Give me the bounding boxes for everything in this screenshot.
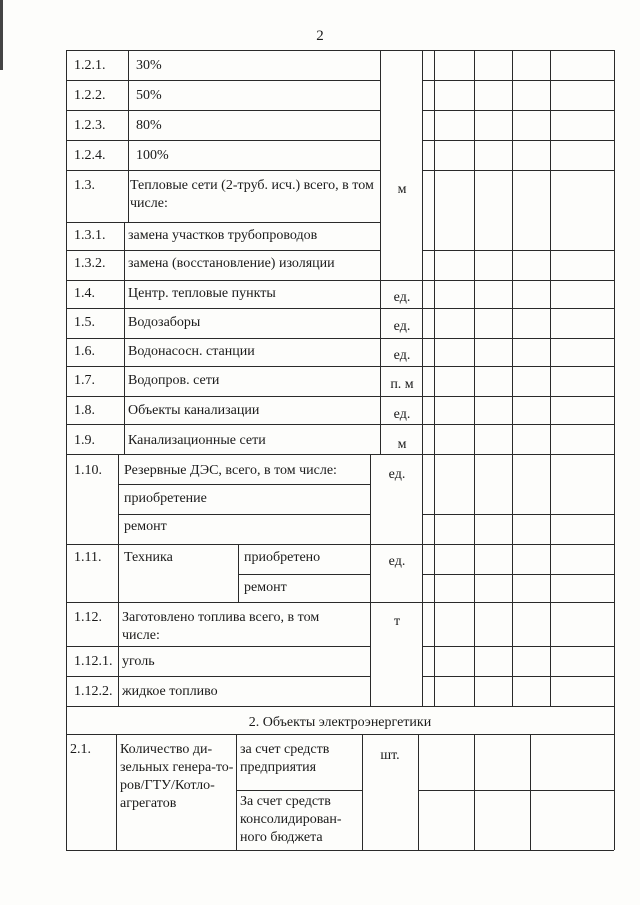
row-unit: м [397, 437, 407, 452]
row-sub-label: приобретено [244, 550, 321, 565]
table-grid-column [512, 50, 513, 706]
table-rule [422, 646, 614, 647]
row-number: 1.6. [74, 344, 95, 359]
table-rule [236, 790, 362, 791]
row-name: жидкое топливо [122, 684, 218, 699]
table-grid-column [474, 50, 475, 706]
row-name: Тепловые сети (2-труб. исч.) всего, в том числе: [130, 178, 374, 211]
row-name: приобретение [124, 491, 207, 506]
section2-sub-label: за счет средств предприятия [240, 742, 330, 775]
row-number: 1.8. [74, 403, 95, 418]
row-number: 1.5. [74, 315, 95, 330]
table-rule [422, 110, 614, 111]
row-unit: ед. [393, 348, 411, 363]
page-number: 2 [316, 28, 324, 44]
row-name: Резервные ДЭС, всего, в том числе: [124, 463, 337, 478]
row-name: 100% [136, 148, 169, 163]
section2-row-name: Количество ди-зельных генера-то-ров/ГТУ/Котло-агрегатов [120, 742, 234, 811]
table-rule [66, 308, 614, 309]
table-rule [118, 454, 119, 706]
row-name: 30% [136, 58, 162, 73]
table-grid-column [474, 734, 475, 850]
section2-row-unit: шт. [380, 748, 400, 763]
table-rule [238, 544, 239, 602]
table-rule [66, 424, 614, 425]
table-rule [66, 222, 380, 223]
table-rule [116, 734, 117, 850]
table-rule [236, 734, 237, 850]
row-number: 1.2.3. [74, 118, 106, 133]
table-rule [66, 338, 614, 339]
table-rule [422, 170, 614, 171]
row-number: 1.3.1. [74, 228, 106, 243]
table-bottom-border [66, 850, 614, 851]
row-name: ремонт [124, 519, 167, 534]
table-rule [418, 734, 419, 850]
row-number: 1.11. [74, 550, 102, 565]
row-number: 1.3. [74, 178, 95, 193]
table-top-border [66, 50, 614, 51]
row-name: Заготовлено топлива всего, в том числе: [122, 610, 320, 643]
row-name: 80% [136, 118, 162, 133]
table-rule [118, 514, 370, 515]
section2-sub-label: За счет средств консолидирован-ного бюджета [240, 794, 342, 845]
row-name: Центр. тепловые пункты [128, 286, 276, 301]
row-sub-label: ремонт [244, 580, 287, 595]
row-number: 1.9. [74, 433, 95, 448]
table-grid-column [550, 50, 551, 706]
table-rule [124, 222, 125, 454]
row-name: 50% [136, 88, 162, 103]
row-number: 1.12.1. [74, 654, 113, 669]
row-number: 1.2.1. [74, 58, 106, 73]
row-unit: ед. [393, 407, 411, 422]
table-rule [238, 574, 370, 575]
row-name: замена (восстановление) изоляции [128, 256, 335, 271]
row-unit: т [393, 614, 401, 629]
section2-top-rule [66, 706, 614, 707]
table-rule [422, 80, 614, 81]
table-rule [422, 676, 614, 677]
table-rule [66, 366, 614, 367]
row-number: 1.10. [74, 463, 102, 478]
table-rule [118, 484, 370, 485]
row-number: 1.7. [74, 373, 95, 388]
table-rule [128, 50, 129, 222]
row-number: 1.2.2. [74, 88, 106, 103]
row-unit: ед. [388, 554, 406, 569]
row-name: замена участков трубопроводов [128, 228, 318, 243]
row-number: 1.2.4. [74, 148, 106, 163]
table-rule [370, 454, 371, 706]
row-name: Водопров. сети [128, 373, 220, 388]
table-rule [422, 250, 614, 251]
row-number: 1.12.2. [74, 684, 113, 699]
row-name: Объекты канализации [128, 403, 260, 418]
table-rule [422, 514, 614, 515]
table-rule [66, 602, 614, 603]
table-rule [422, 574, 614, 575]
section2-bottom-rule [66, 734, 614, 735]
table-rule [66, 250, 380, 251]
row-unit: ед. [393, 290, 411, 305]
row-unit: ед. [393, 319, 411, 334]
row-number: 1.4. [74, 286, 95, 301]
table-grid-column [434, 50, 435, 706]
table-rule [66, 396, 614, 397]
table-rule [66, 646, 370, 647]
row-unit: ед. [388, 467, 406, 482]
table-rule [66, 110, 380, 111]
table-rule [66, 170, 380, 171]
row-unit: п. м [390, 377, 414, 392]
table-rule [66, 454, 614, 455]
row-unit: м [397, 182, 407, 197]
row-name: Водонасосн. станции [128, 344, 255, 359]
table-rule [422, 50, 423, 706]
section2-row-number: 2.1. [70, 742, 91, 757]
row-name: Водозаборы [128, 315, 201, 330]
row-number: 1.3.2. [74, 256, 106, 271]
table-rule [66, 140, 380, 141]
table-rule [66, 676, 370, 677]
table-rule [66, 280, 614, 281]
table-rule [380, 50, 381, 454]
row-number: 1.12. [74, 610, 102, 625]
row-name: уголь [122, 654, 155, 669]
row-name: Техника [124, 550, 173, 565]
table-grid-column [530, 734, 531, 850]
table-rule [66, 80, 380, 81]
section-heading: 2. Объекты электроэнергетики [248, 715, 432, 730]
table-rule [422, 140, 614, 141]
table-rule [422, 544, 614, 545]
table-rule [418, 790, 614, 791]
row-name: Канализационные сети [128, 433, 266, 448]
table-rule [362, 734, 363, 850]
table-right-border [614, 50, 615, 850]
